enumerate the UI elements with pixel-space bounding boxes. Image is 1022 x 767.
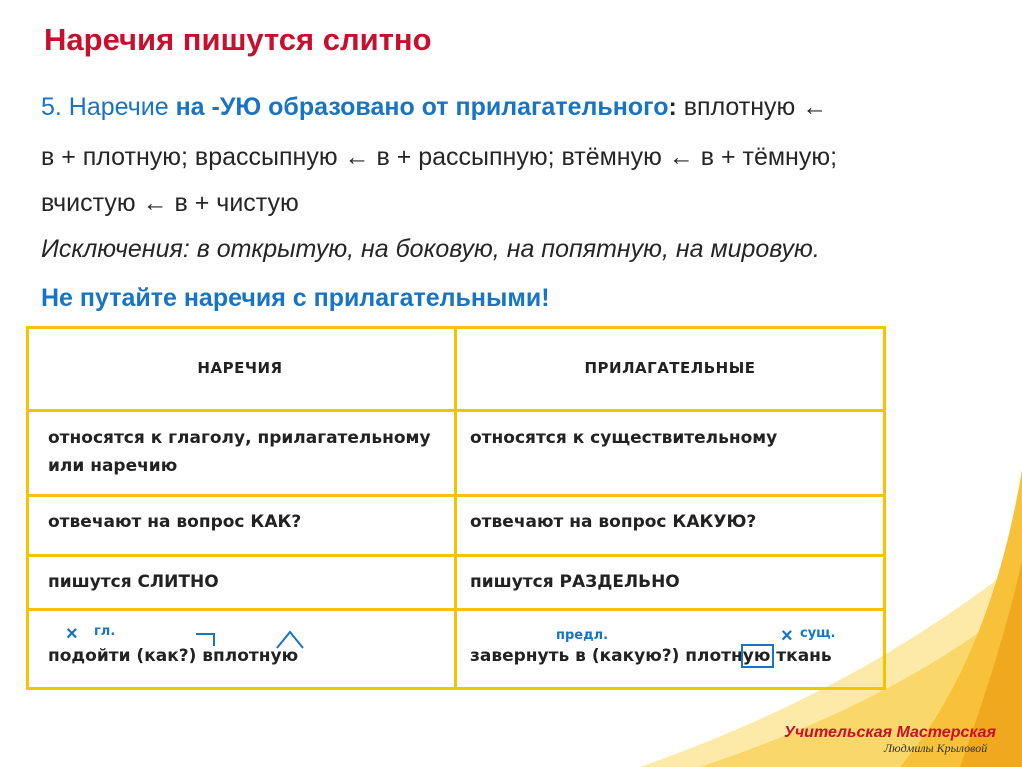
table-cell: пишутся РАЗДЕЛЬНО	[470, 572, 680, 592]
suffix-mark-icon	[194, 632, 218, 648]
header-adverbs: НАРЕЧИЯ	[197, 359, 283, 377]
logo-subtitle: Людмилы Крыловой	[884, 741, 988, 755]
table-row-divider	[26, 494, 886, 497]
verb-mark: гл.	[94, 624, 116, 639]
header-adjectives: ПРИЛАГАТЕЛЬНЫЕ	[584, 359, 756, 377]
warning-line: Не путайте наречия с прилагательными!	[41, 284, 550, 312]
comparison-table	[26, 326, 886, 690]
noun-mark: сущ.	[800, 626, 836, 641]
table-cell: отвечают на вопрос КАКУЮ?	[470, 512, 757, 532]
cross-mark-icon: ×	[66, 623, 78, 645]
rule-line-2: в + плотную; врассыпную ← в + рассыпную; втёмную ← в + тёмную;	[41, 143, 838, 171]
table-cell: относятся к существительному	[470, 428, 778, 448]
table-row-divider	[26, 608, 886, 611]
rule-colon: :	[668, 93, 684, 121]
rule-line-1	[41, 93, 827, 122]
rule-line-3: вчистую ← в + чистую	[41, 189, 299, 217]
table-cell: завернуть в (какую?) плотную ткань	[470, 646, 832, 666]
table-cell: отвечают на вопрос КАК?	[48, 512, 302, 532]
root-arc-icon	[274, 628, 306, 650]
table-row-divider	[26, 554, 886, 557]
logo-title: Учительская Мастерская	[784, 724, 996, 741]
page-title: Наречия пишутся слитно	[44, 22, 432, 57]
table-row-divider	[26, 409, 886, 412]
rule-example-1: вплотную ←	[683, 93, 828, 121]
table-cell: относятся к глаголу, прилагательному или наречию	[48, 428, 431, 476]
rule-number: 5. Наречие	[41, 93, 176, 121]
ending-box-icon	[741, 644, 774, 668]
exceptions-line: Исключения: в открытую, на боковую, на попятную, на мировую.	[41, 235, 820, 263]
table-cell: подойти (как?) вплотную	[48, 646, 299, 666]
preposition-mark: предл.	[556, 628, 609, 643]
table-cell: пишутся СЛИТНО	[48, 572, 219, 592]
rule-highlight: на -УЮ образовано от прилагательного	[175, 93, 669, 121]
cross-mark-icon: ×	[781, 625, 793, 647]
